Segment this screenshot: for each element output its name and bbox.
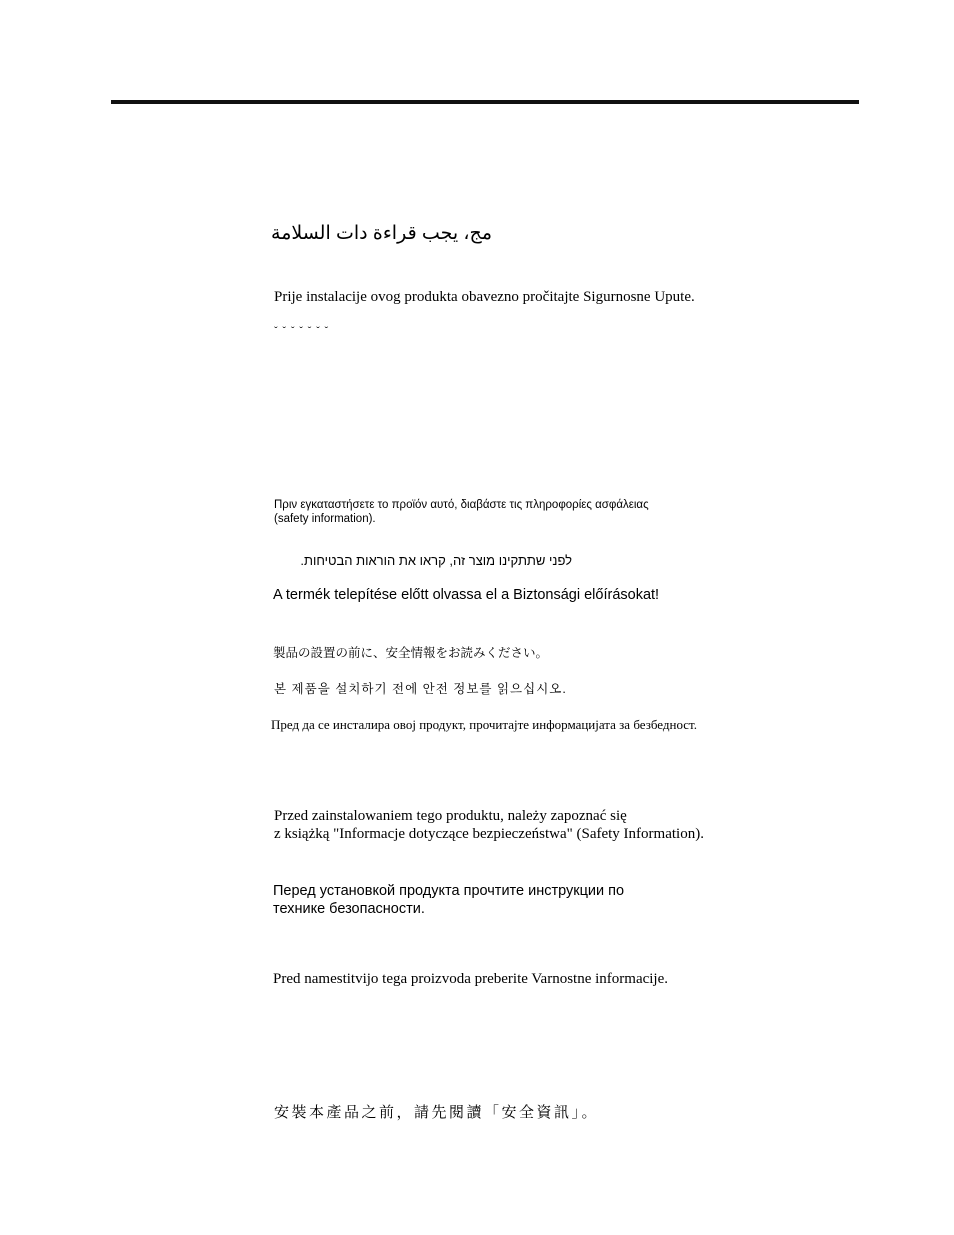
notice-hungarian: A termék telepítése előtt olvassa el a Biztonsági előírásokat!: [273, 587, 660, 603]
notice-slovenian: Pred namestitvijo tega proizvoda preberite Varnostne informacije.: [273, 971, 669, 987]
header-rule: [111, 100, 859, 104]
notice-polish-line-2: z książką "Informacje dotyczące bezpieczeństwa" (Safety Information).: [274, 826, 704, 842]
notice-chinese-traditional: 安裝本產品之前，請先閱讀「安全資訊」。: [274, 1105, 600, 1121]
notice-russian-line-1: Перед установкой продукта прочтите инструкции по: [273, 883, 625, 899]
notice-macedonian: Пред да се инсталира овој продукт, прочитајте информацијата за безбедност.: [271, 717, 697, 732]
notice-croatian: Prije instalacije ovog produkta obavezno pročitajte Sigurnosne Upute.: [274, 289, 695, 305]
notice-arabic: مج، يجب قراءة دات السلامة: [271, 223, 492, 244]
notice-korean: 본 제품을 설치하기 전에 안전 정보를 읽으십시오.: [274, 682, 567, 696]
notice-greek-line-2: (safety information).: [274, 513, 376, 525]
notice-polish-line-1: Przed zainstalowaniem tego produktu, należy zapoznać się: [274, 808, 627, 824]
notice-japanese: 製品の設置の前に、安全情報をお読みください。: [273, 646, 549, 660]
notice-greek-line-1: Πριν εγκαταστήσετε το προϊόν αυτό, διαβάστε τις πληροφορίες ασφάλειας: [274, 499, 649, 511]
notice-hebrew: לפני שתתקינו מוצר זה, קראו את הוראות הבטיחות.: [300, 553, 572, 568]
notice-czech-glyphs: ˇ ˇ ˇ ˇ ˇ ˇ ˇ: [274, 325, 330, 337]
notice-russian-line-2: технике безопасности.: [273, 901, 425, 917]
